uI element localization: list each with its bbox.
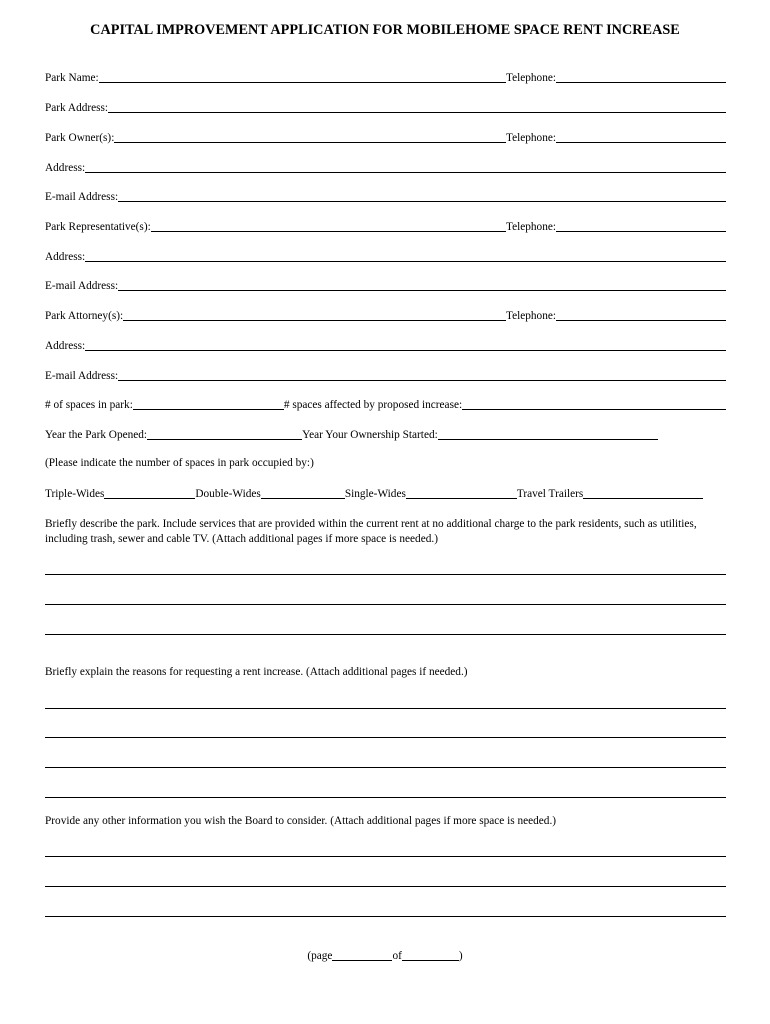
double-wides-label: Double-Wides xyxy=(195,488,261,500)
owner-telephone-label: Telephone: xyxy=(505,132,556,144)
describe-park-line-3[interactable] xyxy=(45,634,726,635)
triple-wides-label: Triple-Wides xyxy=(45,488,105,500)
owner-email-row xyxy=(45,188,726,204)
spaces-affected-field[interactable] xyxy=(462,397,726,410)
form-title: CAPITAL IMPROVEMENT APPLICATION FOR MOBILEHOME SPACE RENT INCREASE xyxy=(90,22,680,38)
other-info-line-1[interactable] xyxy=(45,856,726,857)
attorney-address-field[interactable] xyxy=(85,338,726,351)
single-wides-field[interactable] xyxy=(406,486,517,499)
describe-park-line-2[interactable] xyxy=(45,604,726,605)
park-rep-row xyxy=(45,218,726,234)
year-ownership-label: Year Your Ownership Started: xyxy=(302,429,438,441)
rep-telephone-label: Telephone: xyxy=(505,221,556,233)
year-opened-field[interactable] xyxy=(147,427,302,440)
park-name-row xyxy=(45,69,726,85)
home-types-row xyxy=(45,485,703,501)
page-of: of xyxy=(392,950,402,962)
page-suffix: ) xyxy=(458,950,463,962)
owner-telephone-field[interactable] xyxy=(556,130,726,143)
park-attorney-field[interactable] xyxy=(123,308,506,321)
park-rep-label: Park Representative(s): xyxy=(45,221,151,233)
travel-trailers-field[interactable] xyxy=(583,486,703,499)
spaces-label: # of spaces in park: xyxy=(45,399,133,411)
travel-trailers-label: Travel Trailers xyxy=(516,488,584,500)
attorney-address-row xyxy=(45,337,726,353)
rep-address-row xyxy=(45,248,726,264)
reasons-line-2[interactable] xyxy=(45,737,726,738)
other-info-line-2[interactable] xyxy=(45,886,726,887)
describe-park-instructions: Briefly describe the park. Include services that are provided within the current rent at no additional charge to the park residents, such as utilities, including trash, sewer and cable TV. (Attach additional pages if more space is needed.) xyxy=(45,518,697,545)
attorney-telephone-label: Telephone: xyxy=(505,310,556,322)
park-address-field[interactable] xyxy=(108,100,726,113)
owner-email-label: E-mail Address: xyxy=(45,191,119,203)
park-rep-field[interactable] xyxy=(151,219,506,232)
triple-wides-field[interactable] xyxy=(104,486,195,499)
park-owner-field[interactable] xyxy=(114,130,506,143)
rep-address-label: Address: xyxy=(45,251,86,263)
park-owner-label: Park Owner(s): xyxy=(45,132,115,144)
owner-email-field[interactable] xyxy=(118,189,726,202)
rep-email-field[interactable] xyxy=(118,278,726,291)
park-attorney-label: Park Attorney(s): xyxy=(45,310,124,322)
years-row xyxy=(45,426,658,442)
park-name-field[interactable] xyxy=(99,70,506,83)
attorney-email-field[interactable] xyxy=(118,368,726,381)
park-owner-row xyxy=(45,129,726,145)
occupied-note: (Please indicate the number of spaces in park occupied by:) xyxy=(45,457,314,469)
park-name-label: Park Name: xyxy=(45,72,99,84)
park-telephone-field[interactable] xyxy=(556,70,726,83)
owner-address-label: Address: xyxy=(45,162,86,174)
page-total-field[interactable] xyxy=(402,948,459,961)
single-wides-label: Single-Wides xyxy=(344,488,406,500)
park-address-label: Park Address: xyxy=(45,102,109,114)
attorney-email-label: E-mail Address: xyxy=(45,370,119,382)
describe-park-line-1[interactable] xyxy=(45,574,726,575)
rep-address-field[interactable] xyxy=(85,249,726,262)
rep-email-row xyxy=(45,277,726,293)
page-counter xyxy=(0,948,770,963)
attorney-email-row xyxy=(45,367,726,383)
page-prefix: (page xyxy=(307,950,333,962)
reasons-instructions: Briefly explain the reasons for requesting a rent increase. (Attach additional pages if needed.) xyxy=(45,666,468,678)
reasons-line-3[interactable] xyxy=(45,767,726,768)
reasons-line-1[interactable] xyxy=(45,708,726,709)
spaces-affected-label: # spaces affected by proposed increase: xyxy=(283,399,463,411)
park-attorney-row xyxy=(45,307,726,323)
year-opened-label: Year the Park Opened: xyxy=(45,429,148,441)
rep-telephone-field[interactable] xyxy=(556,219,726,232)
attorney-address-label: Address: xyxy=(45,340,86,352)
owner-address-field[interactable] xyxy=(85,160,726,173)
page-number-field[interactable] xyxy=(332,948,392,961)
park-telephone-label: Telephone: xyxy=(505,72,556,84)
other-info-line-3[interactable] xyxy=(45,916,726,917)
double-wides-field[interactable] xyxy=(261,486,345,499)
owner-address-row xyxy=(45,159,726,175)
reasons-line-4[interactable] xyxy=(45,797,726,798)
spaces-field[interactable] xyxy=(133,397,284,410)
rep-email-label: E-mail Address: xyxy=(45,280,119,292)
attorney-telephone-field[interactable] xyxy=(556,308,726,321)
park-address-row xyxy=(45,99,726,115)
spaces-row xyxy=(45,396,726,412)
year-ownership-field[interactable] xyxy=(438,427,658,440)
other-info-instructions: Provide any other information you wish the Board to consider. (Attach additional pages if more space is needed.) xyxy=(45,815,557,827)
